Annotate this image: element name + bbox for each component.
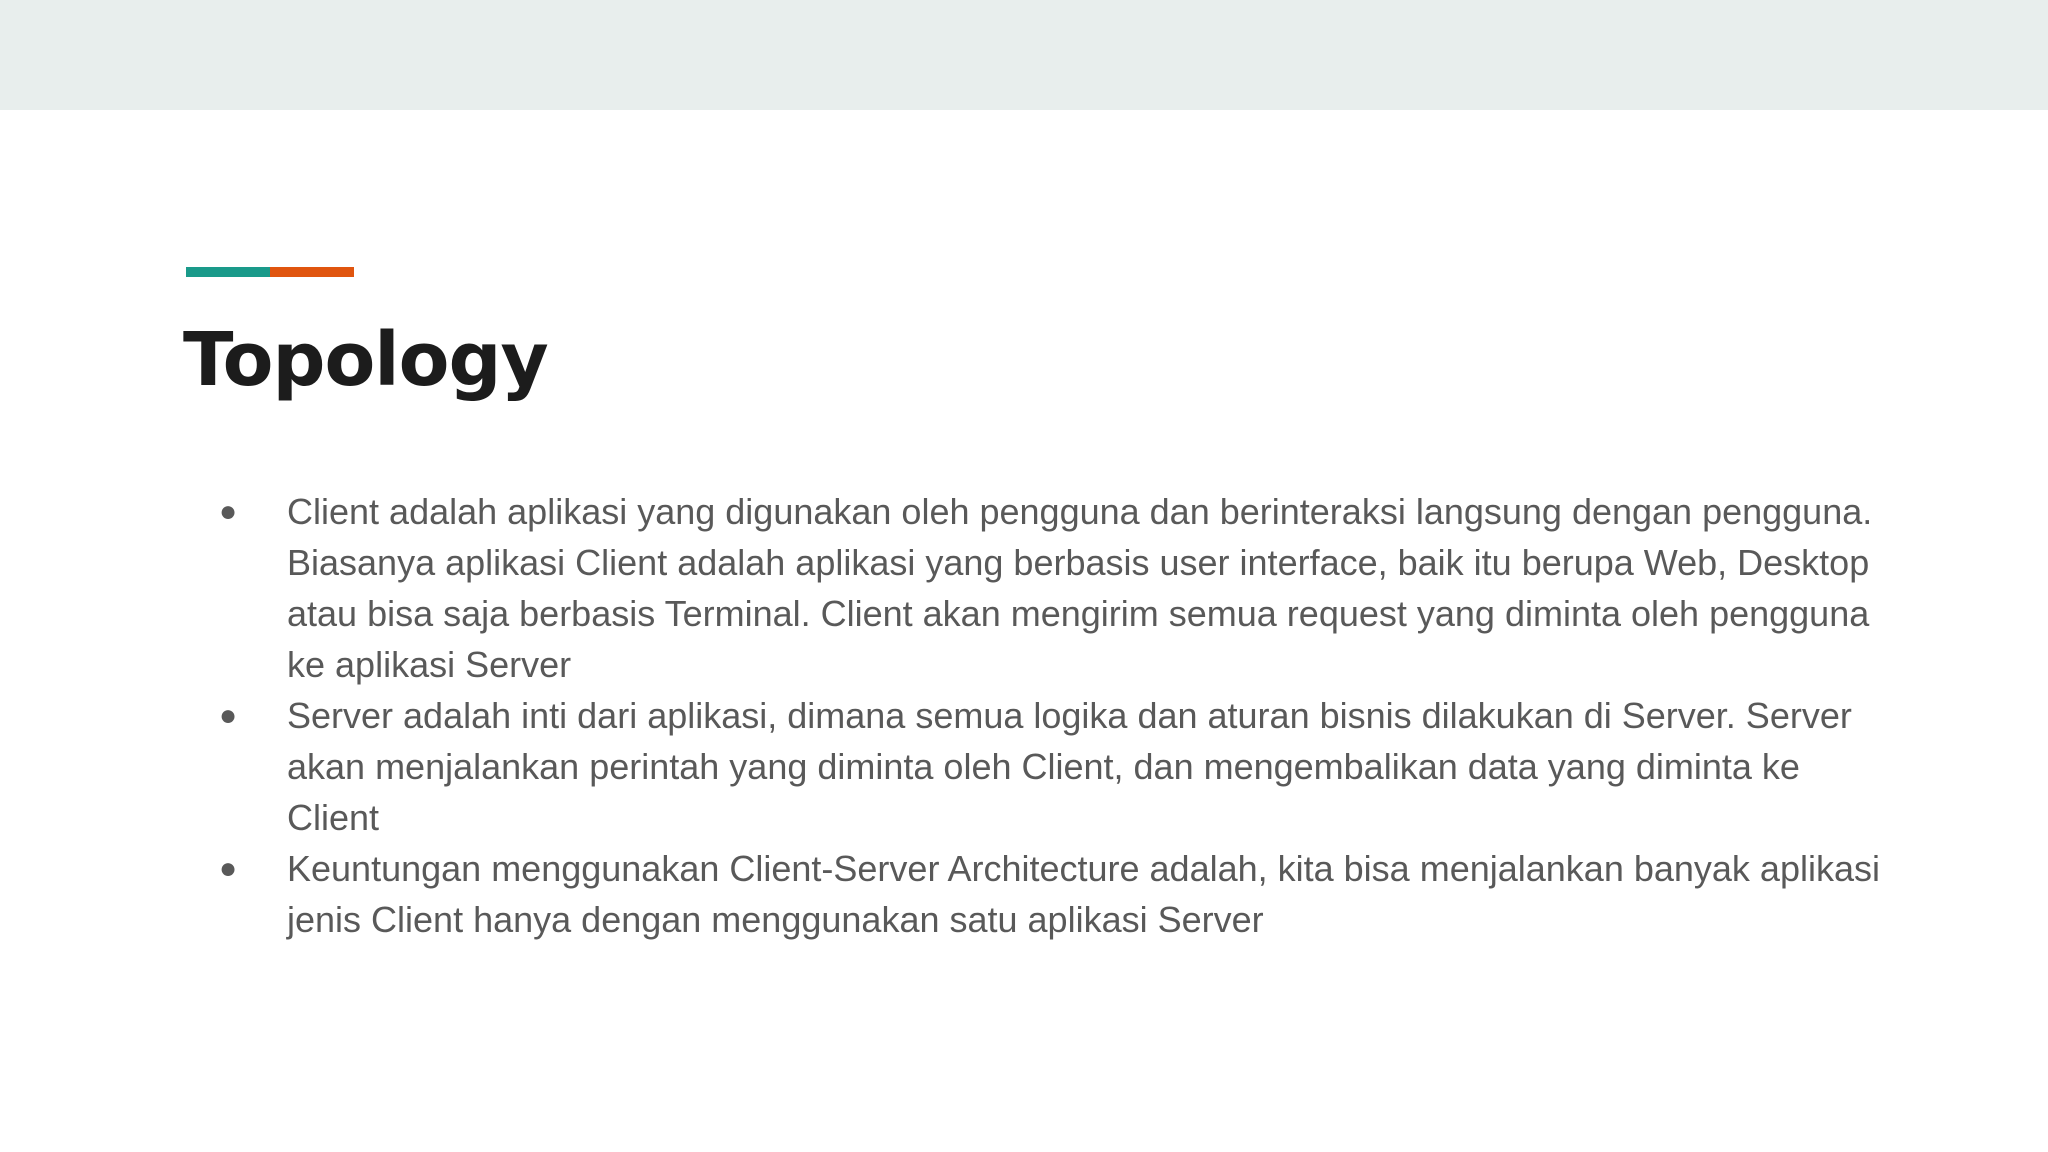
slide-title: Topology [183,317,548,403]
bullet-icon: ● [219,495,238,528]
bullet-item-server [219,690,1887,843]
bullet-text: Client adalah aplikasi yang digunakan oleh pengguna dan berinteraksi langsung dengan pengguna. Biasanya aplikasi Client adalah aplikasi yang berbasis user interface, baik itu berupa Web, Desktop atau bisa saja berbasis Terminal. Client akan mengirim semua request yang diminta oleh pengguna ke aplikasi Server [287,491,1873,685]
header-band [0,0,2048,110]
title-accent-bar [186,267,354,277]
bullet-item-advantage [219,843,1887,945]
accent-teal-segment [186,267,270,277]
bullet-list [219,486,1887,945]
accent-orange-segment [270,267,354,277]
bullet-text: Keuntungan menggunakan Client-Server Architecture adalah, kita bisa menjalankan banyak aplikasi jenis Client hanya dengan menggunakan satu aplikasi Server [287,848,1880,940]
bullet-item-client [219,486,1887,690]
bullet-text: Server adalah inti dari aplikasi, dimana semua logika dan aturan bisnis dilakukan di Server. Server akan menjalankan perintah yang diminta oleh Client, dan mengembalikan data yang diminta ke Client [287,695,1852,838]
bullet-icon: ● [219,852,238,885]
bullet-icon: ● [219,699,238,732]
